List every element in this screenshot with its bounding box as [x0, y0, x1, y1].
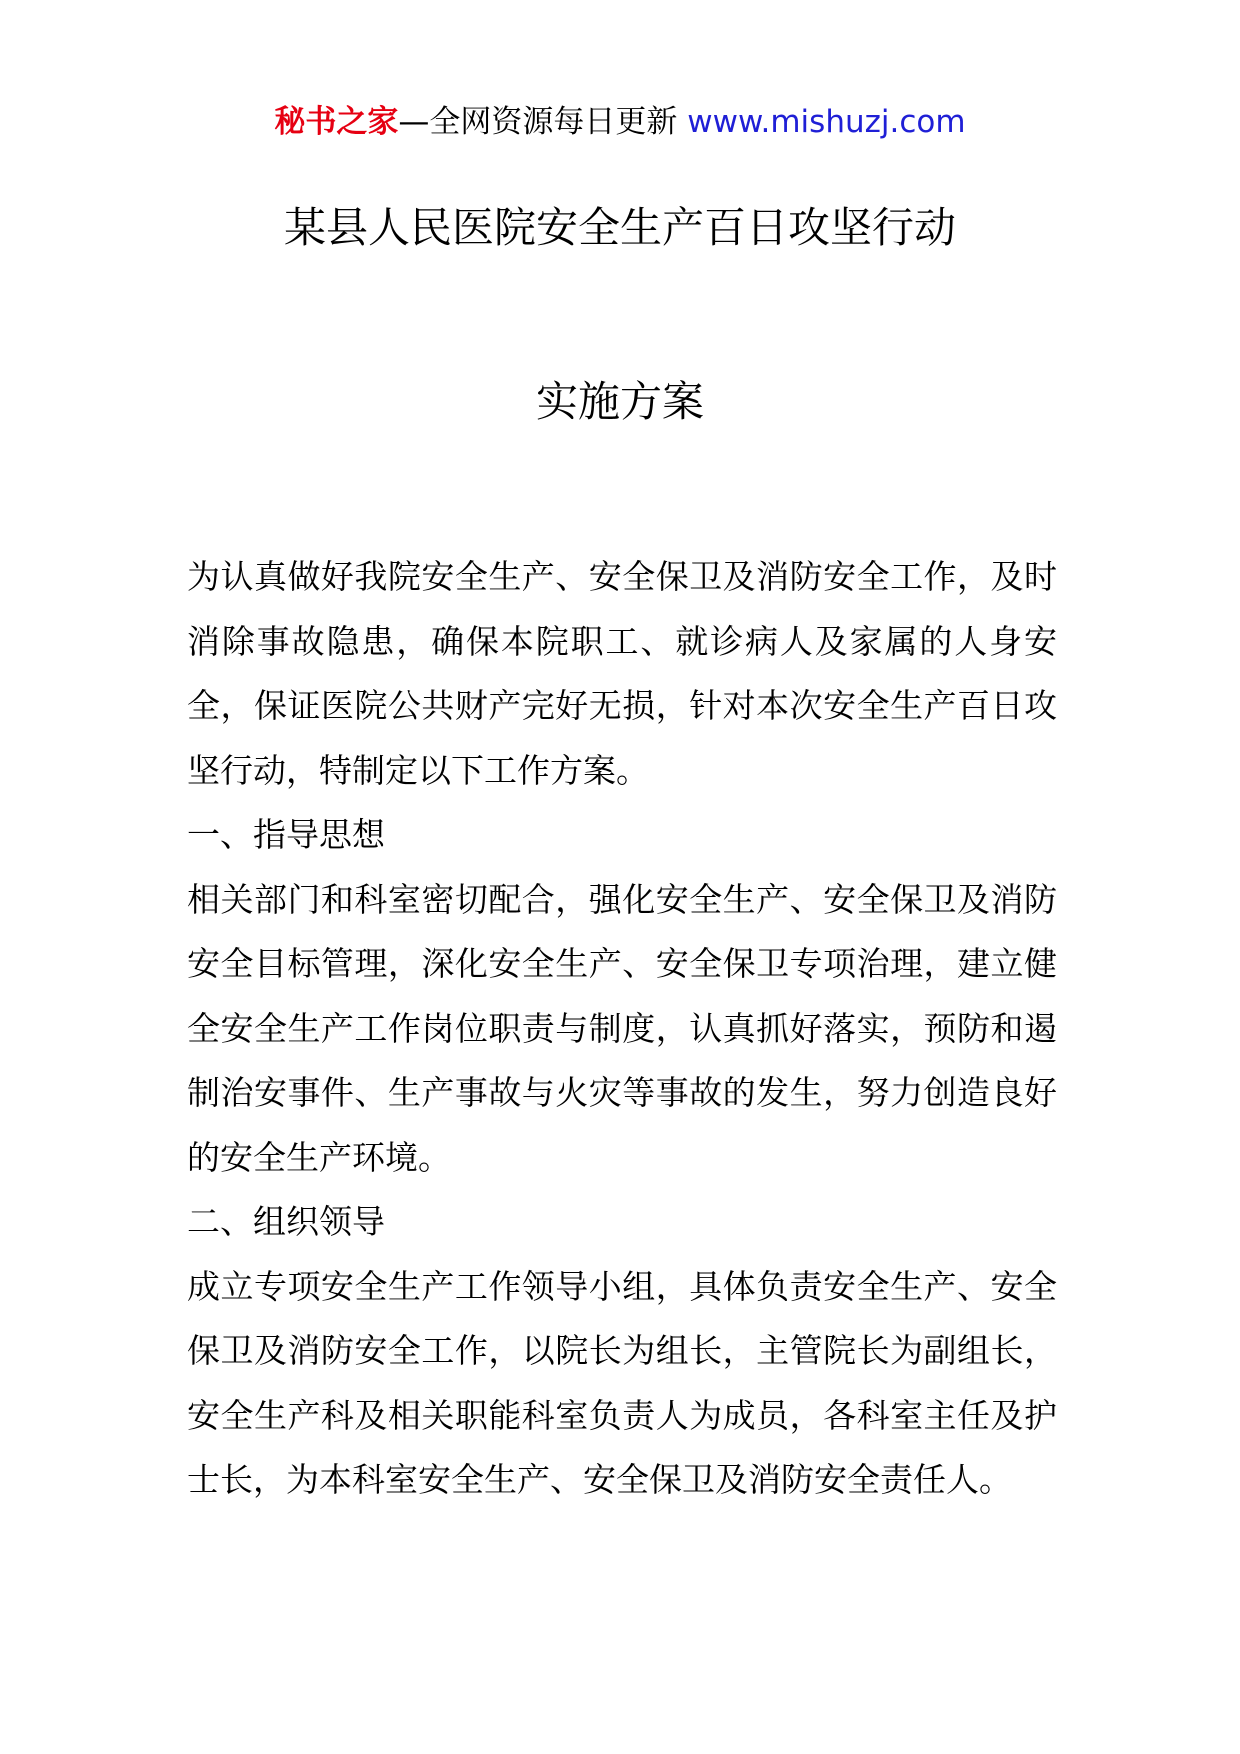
intro-paragraph: 为认真做好我院安全生产、安全保卫及消防安全工作，及时消除事故隐患，确保本院职工、就诊病人及家属的人身安全，保证医院公共财产完好无损，针对本次安全生产百日攻坚行动，特制定以下工作方案。 — [187, 557, 1057, 790]
document-title: 某县人民医院安全生产百日攻坚行动 — [283, 203, 956, 252]
watermark-url-link[interactable]: www.mishuzj.com — [687, 104, 966, 140]
watermark-brand: 秘书之家 — [274, 104, 399, 140]
document-subtitle: 实施方案 — [535, 377, 704, 426]
section-heading-organization: 二、组织领导 — [187, 1202, 385, 1241]
document-body — [187, 545, 1057, 1513]
watermark-tagline: —全网资源每日更新 — [398, 104, 678, 140]
watermark-header — [0, 100, 1240, 144]
organization-paragraph: 成立专项安全生产工作领导小组，具体负责安全生产、安全保卫及消防安全工作，以院长为组长，主管院长为副组长，安全生产科及相关职能科室负责人为成员，各科室主任及护士长，为本科室安全生产、安全保卫及消防安全责任人。 — [187, 1266, 1057, 1499]
guiding-ideology-paragraph: 相关部门和科室密切配合，强化安全生产、安全保卫及消防安全目标管理，深化安全生产、安全保卫专项治理，建立健全安全生产工作岗位职责与制度，认真抓好落实，预防和遏制治安事件、生产事故与火灾等事故的发生，努力创造良好的安全生产环境。 — [187, 879, 1057, 1177]
section-heading-guiding-ideology: 一、指导思想 — [187, 815, 385, 854]
